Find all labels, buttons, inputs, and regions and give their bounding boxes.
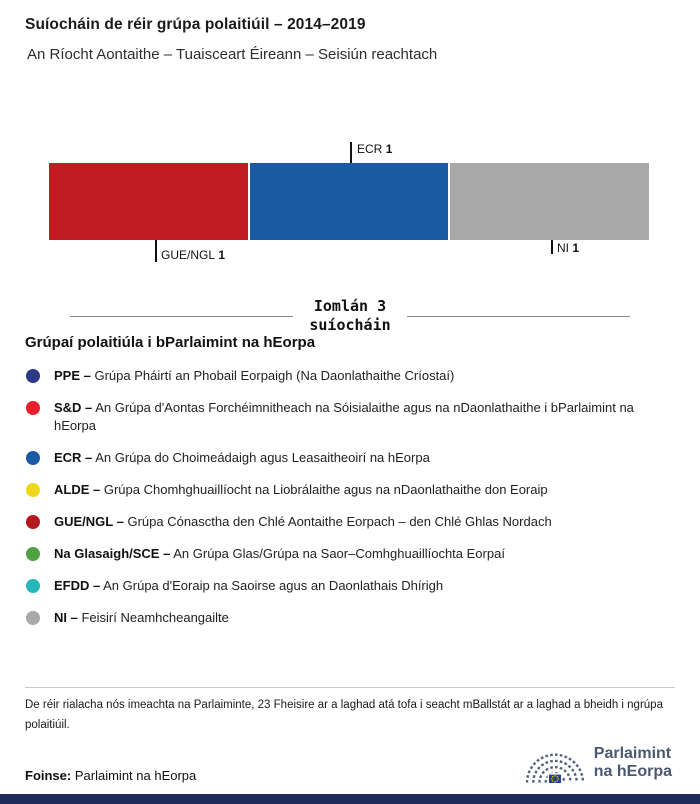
legend-item-gue-ngl [25,513,677,531]
callout-value: 1 [572,241,580,255]
divider-line-left [70,316,293,317]
callout-tick-ni [551,240,553,254]
bar-callout-ni [557,241,579,255]
source-line [25,768,196,783]
footnote-divider [25,687,675,688]
legend-name: An Grúpa d'Aontas Forchéimnitheach na Sóisialaithe agus na nDaonlathaithe i bParlaimint na hEorpa [54,399,634,433]
legend-item-ppe [25,367,677,385]
legend-color-dot [26,369,40,383]
legend-color-dot [26,401,40,415]
legend-heading: Grúpaí polaitiúla i bParlaimint na hEorpa [25,334,316,351]
legend-text [54,513,552,531]
legend-abbr: NI – [54,609,78,625]
footnote: De réir rialacha nós imeachta na Parlaiminte, 23 Fheisire ar a laghad atá tofa i seacht mBallstát ar a laghad a bheidh i ngrúpa polaitiúil. [25,699,663,731]
total-line-2: suíocháin [309,316,391,334]
legend [25,334,677,640]
seat-bar-chart [0,136,700,270]
legend-abbr: Na Glasaigh/SCE – [54,545,171,561]
stacked-bar [49,163,649,240]
total-line-1: Iomlán 3 [313,297,387,315]
legend-abbr: ALDE – [54,481,101,497]
legend-name: An Grúpa Glas/Grúpa na Saor–Comhghuaillíochta Eorpaí [173,545,505,561]
legend-abbr: EFDD – [54,577,101,593]
bar-callout-ecr [357,142,392,156]
callout-tick-ecr [350,142,352,163]
total-seats-label [309,297,390,335]
legend-text [54,399,677,435]
bottom-accent-bar [0,794,700,804]
callout-group: ECR [357,142,383,156]
total-seats-banner [0,297,700,335]
legend-text [54,367,454,385]
legend-color-dot [26,483,40,497]
ep-logo-text [594,745,672,781]
legend-color-dot [26,547,40,561]
ep-logo [526,740,672,786]
legend-item-alde [25,481,677,499]
legend-abbr: PPE – [54,368,91,383]
ep-logo-text-line1: Parlaimint [593,745,672,763]
bar-segment-ecr [250,163,449,240]
page-title: Suíocháin de réir grúpa polaitiúil – 2014–2019 [25,16,366,33]
bar-callout-gue-ngl [161,248,225,262]
legend-text [54,545,505,563]
source-value: Parlaimint na hEorpa [74,768,197,783]
ep-logo-text-line2: na hEorpa [593,763,672,780]
divider-line-right [407,316,630,317]
legend-name: Grúpa Cónasctha den Chlé Aontaithe Eorpach – den Chlé Ghlas Nordach [127,513,552,529]
hemicycle-icon [526,740,584,786]
source-label: Foinse: [25,768,72,783]
legend-item-sd [25,399,677,435]
legend-color-dot [26,515,40,529]
bar-segment-ni [450,163,649,240]
legend-item-ecr [25,449,677,467]
legend-item-ni [25,609,677,627]
legend-name: An Grúpa d'Eoraip na Saoirse agus an Daonlathais Dhírigh [103,577,444,593]
callout-group: NI [557,241,569,255]
legend-color-dot [26,579,40,593]
legend-abbr: GUE/NGL – [54,513,124,529]
callout-group: GUE/NGL [161,248,216,262]
legend-abbr: S&D – [54,399,93,415]
legend-name: Feisirí Neamhcheangailte [81,609,229,625]
legend-name: An Grúpa do Choimeádaigh agus Leasaitheoirí na hEorpa [95,449,430,465]
callout-value: 1 [218,248,226,262]
eu-flag-icon [548,774,561,784]
legend-text [54,481,548,499]
legend-name: Grúpa Chomhghuaillíocht na Liobrálaithe agus na nDaonlathaithe don Eoraip [103,481,548,497]
page-subtitle: An Ríocht Aontaithe – Tuaisceart Éireann – Seisiún reachtach [27,46,438,63]
legend-text [54,609,229,627]
legend-item-efdd [25,577,677,595]
legend-text [54,449,430,467]
legend-name: Grúpa Pháirtí an Phobail Eorpaigh (Na Daonlathaithe Críostaí) [94,368,455,383]
legend-color-dot [26,611,40,625]
legend-abbr: ECR – [54,449,93,465]
bar-segment-gue-ngl [49,163,248,240]
legend-text [54,577,443,595]
callout-tick-gue-ngl [155,240,157,262]
legend-item-glasaigh-sce [25,545,677,563]
callout-value: 1 [385,142,393,156]
legend-color-dot [26,451,40,465]
